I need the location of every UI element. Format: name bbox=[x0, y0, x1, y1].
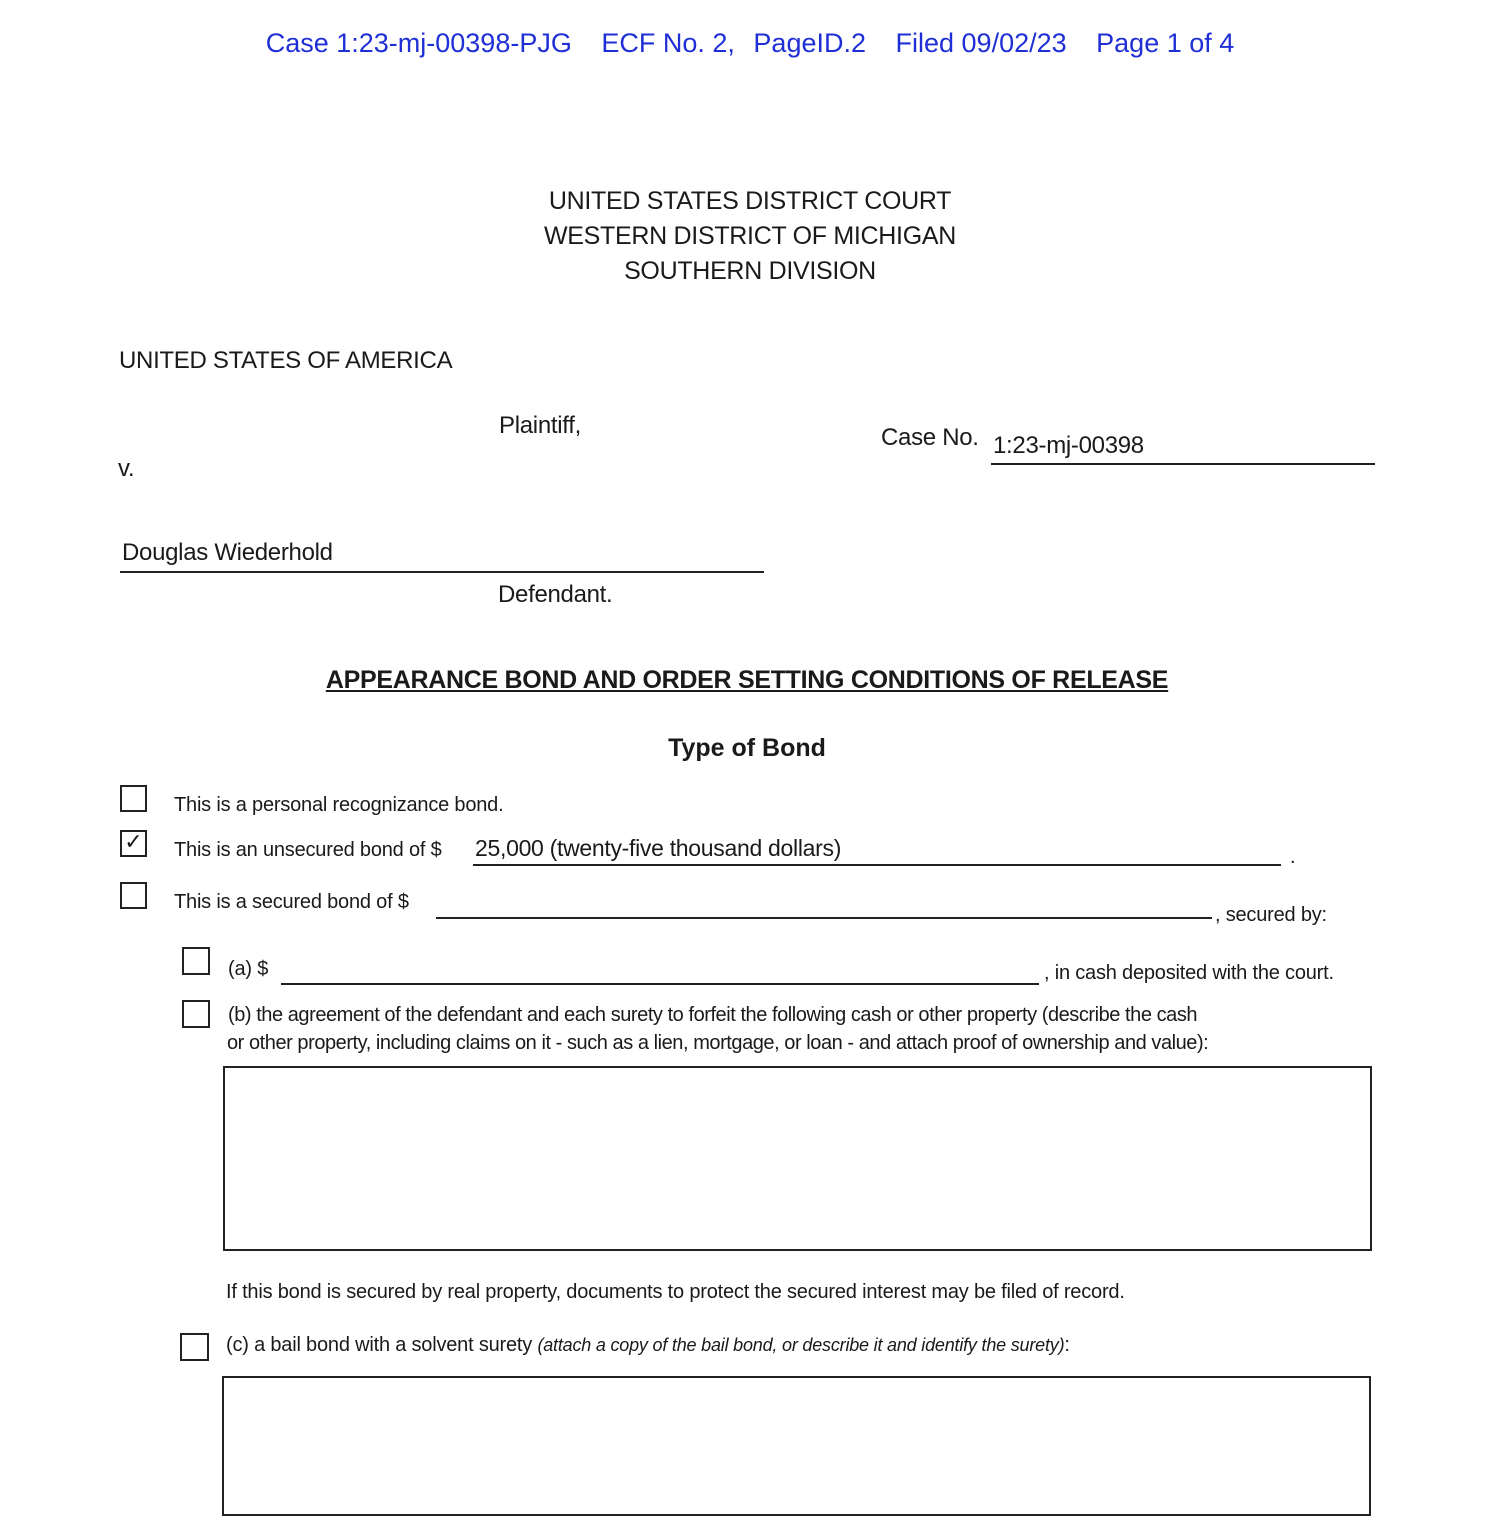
secured-bond-label: This is a secured bond of $ bbox=[174, 891, 409, 913]
cash-amount-line[interactable] bbox=[281, 983, 1039, 985]
header-filed: Filed 09/02/23 bbox=[895, 28, 1067, 58]
court-line1: UNITED STATES DISTRICT COURT bbox=[548, 187, 952, 215]
bail-bond-text: (c) a bail bond with a solvent surety bbox=[226, 1334, 538, 1356]
header-case: Case 1:23-mj-00398-PJG bbox=[265, 28, 572, 58]
personal-bond-label: This is a personal recognizance bond. bbox=[174, 794, 504, 816]
property-line1: (b) the agreement of the defendant and each surety to forfeit the following cash or other property (describe the cash bbox=[228, 1004, 1198, 1026]
court-heading bbox=[0, 184, 1500, 289]
property-description-box[interactable] bbox=[223, 1066, 1372, 1251]
property-line2: or other property, including claims on it - such as a lien, mortgage, or loan - and attach proof of ownership and value): bbox=[227, 1032, 1209, 1054]
colon: : bbox=[1064, 1334, 1070, 1356]
secured-by-label: , secured by: bbox=[1215, 904, 1327, 926]
ecf-header bbox=[0, 28, 1500, 59]
case-no-line bbox=[991, 463, 1375, 465]
unsecured-bond-checkbox[interactable] bbox=[120, 830, 147, 857]
bail-bond-checkbox[interactable] bbox=[180, 1333, 209, 1361]
bail-bond-description-box[interactable] bbox=[222, 1376, 1371, 1516]
bail-bond-instructions: (attach a copy of the bail bond, or describe it and identify the surety) bbox=[537, 1335, 1065, 1355]
defendant-name: Douglas Wiederhold bbox=[122, 539, 333, 566]
cash-end: , in cash deposited with the court. bbox=[1044, 962, 1334, 984]
case-no-label: Case No. bbox=[881, 424, 979, 451]
header-page: Page 1 of 4 bbox=[1096, 28, 1235, 58]
secured-bond-checkbox[interactable] bbox=[120, 882, 147, 909]
defendant-line bbox=[120, 571, 764, 573]
court-line3: SOUTHERN DIVISION bbox=[624, 257, 876, 285]
case-no-value: 1:23-mj-00398 bbox=[993, 432, 1144, 459]
cash-checkbox[interactable] bbox=[182, 947, 210, 975]
plaintiff-name: UNITED STATES OF AMERICA bbox=[119, 347, 453, 374]
plaintiff-label: Plaintiff, bbox=[499, 412, 581, 439]
cash-label: (a) $ bbox=[228, 958, 269, 980]
unsecured-bond-amount[interactable]: 25,000 (twenty-five thousand dollars) bbox=[475, 835, 842, 861]
personal-bond-checkbox[interactable] bbox=[120, 785, 147, 812]
period: . bbox=[1290, 846, 1296, 868]
real-property-note: If this bond is secured by real property, documents to protect the secured interest may be filed of record. bbox=[226, 1281, 1125, 1303]
checkmark-icon: ✓ bbox=[124, 829, 143, 854]
secured-amount-line[interactable] bbox=[436, 917, 1212, 919]
unsecured-bond-label: This is an unsecured bond of $ bbox=[174, 839, 442, 861]
versus: v. bbox=[118, 455, 135, 482]
unsecured-amount-line bbox=[473, 864, 1281, 866]
header-ecf: ECF No. 2, bbox=[601, 28, 735, 58]
section-heading: Type of Bond bbox=[668, 734, 826, 762]
property-checkbox[interactable] bbox=[182, 1000, 210, 1028]
document-title: APPEARANCE BOND AND ORDER SETTING CONDITIONS OF RELEASE bbox=[325, 666, 1169, 694]
header-pageid: PageID.2 bbox=[753, 28, 866, 58]
court-line2: WESTERN DISTRICT OF MICHIGAN bbox=[544, 222, 956, 250]
bail-bond-label bbox=[226, 1334, 1070, 1357]
defendant-label: Defendant. bbox=[498, 581, 613, 608]
